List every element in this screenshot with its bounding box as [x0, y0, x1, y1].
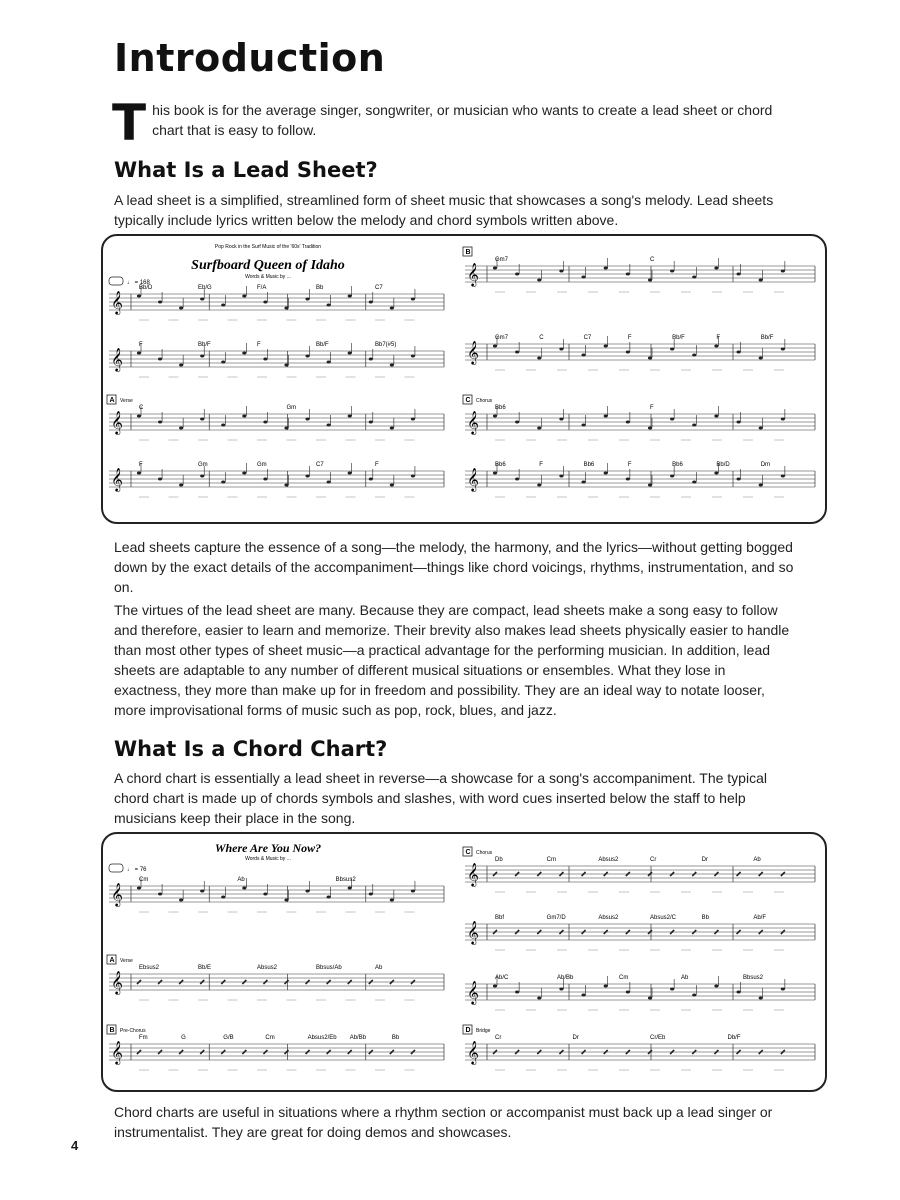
chord-symbol: Eb/G	[198, 285, 212, 291]
note-head	[515, 478, 519, 481]
note-head	[692, 994, 696, 997]
chord-symbol: Bbsus2	[335, 877, 356, 883]
chord-symbol: F	[257, 342, 261, 348]
note-head	[411, 418, 415, 421]
note-head	[559, 418, 563, 421]
note-head	[537, 484, 541, 487]
note-head	[158, 893, 162, 896]
note-head	[670, 988, 674, 991]
chord-symbol: Ebsus2	[139, 965, 160, 971]
chord-chart-credit: Words & Music by ...	[245, 856, 291, 862]
note-head	[626, 991, 630, 994]
chord-symbol: Cm	[265, 1035, 275, 1041]
note-head	[626, 351, 630, 354]
note-head	[781, 988, 785, 991]
note-head	[284, 484, 288, 487]
chart-staff-7	[463, 1025, 815, 1070]
lead-sheet-song-title: Surfboard Queen of Idaho	[191, 258, 345, 273]
intro-text: his book is for the average singer, songwriter, or musician who wants to create a lead sheet or chord chart that is easy to follow.	[152, 102, 773, 138]
lead-sheet-example	[101, 234, 827, 524]
chord-symbol: Ab/F	[753, 915, 767, 921]
note-head	[736, 478, 740, 481]
chord-symbol: F/A	[257, 285, 267, 291]
note-head	[158, 358, 162, 361]
chord-chart-paragraph-2: Chord charts are useful in situations where a rhythm section or accompanist must back up a lead singer or instrumentalist. They are great for doing demos and showcases.	[114, 1104, 773, 1140]
chord-symbol: Db	[495, 857, 503, 863]
chord-symbol: Bb6	[583, 462, 595, 468]
note-head	[781, 348, 785, 351]
note-head	[781, 475, 785, 478]
chord-symbol: Gm7	[495, 335, 509, 341]
chord-symbol: Bb6	[495, 462, 506, 468]
drop-cap: T	[112, 94, 147, 152]
note-head	[714, 472, 718, 475]
note-head	[200, 298, 204, 301]
chord-symbol: Bb/E	[198, 965, 212, 971]
note-head	[390, 364, 394, 367]
chord-symbol: F	[539, 462, 543, 468]
treble-clef-icon: 𝄞	[467, 410, 479, 434]
note-head	[537, 427, 541, 430]
note-head	[242, 295, 246, 298]
chord-symbol: Cm	[139, 877, 149, 883]
chord-chart-notation	[103, 834, 825, 1090]
chord-symbol: Absus2/C	[650, 915, 677, 921]
note-head	[411, 475, 415, 478]
note-head	[327, 304, 331, 307]
note-head	[537, 357, 541, 360]
note-head	[369, 893, 373, 896]
chord-symbol: Ab/Bb	[557, 975, 574, 981]
note-head	[137, 295, 141, 298]
treble-clef-icon: 𝄞	[111, 290, 123, 314]
note-head	[515, 273, 519, 276]
note-head	[200, 890, 204, 893]
chord-symbol: C	[539, 335, 544, 341]
chord-symbol: Cm	[619, 975, 629, 981]
lead-sheet-paragraph-1: A lead sheet is a simplified, streamlined form of sheet music that showcases a song's melody. Lead sheets typically include lyrics written below the melody and chord symbols written above.	[114, 192, 774, 228]
note-head	[736, 351, 740, 354]
chord-symbol: Bbsus2	[743, 975, 764, 981]
chart-staff-4	[463, 847, 815, 892]
note-head	[390, 484, 394, 487]
note-head	[648, 279, 652, 282]
treble-clef-icon: 𝄞	[111, 882, 123, 906]
note-head	[327, 361, 331, 364]
chord-symbol: Bbsus/Ab	[316, 965, 342, 971]
treble-clef-icon: 𝄞	[467, 862, 479, 886]
note-head	[200, 475, 204, 478]
note-head	[305, 298, 309, 301]
chord-symbol: Cr	[495, 1035, 502, 1041]
note-head	[537, 279, 541, 282]
chord-symbol: Dr	[572, 1035, 579, 1041]
note-head	[604, 345, 608, 348]
lead-staff-3	[107, 395, 444, 440]
note-head	[348, 472, 352, 475]
section-letter: C	[465, 849, 471, 856]
page-title: Introduction	[114, 36, 386, 80]
note-head	[390, 307, 394, 310]
chord-symbol: Bb7(#5)	[375, 342, 397, 348]
chord-symbol: Absus2	[257, 965, 278, 971]
note-head	[411, 890, 415, 893]
chord-symbol: F	[627, 462, 632, 468]
note-head	[200, 418, 204, 421]
lead-staff-5	[463, 247, 815, 292]
note-head	[158, 478, 162, 481]
chart-staff-1	[109, 877, 444, 912]
section-letter: B	[109, 1027, 115, 1034]
lead-staff-1	[109, 285, 444, 320]
chord-symbol: Absus2	[598, 857, 619, 863]
note-head	[305, 890, 309, 893]
note-head	[537, 997, 541, 1000]
section-label: Verse	[120, 398, 133, 404]
note-head	[263, 358, 267, 361]
note-head	[781, 270, 785, 273]
note-head	[626, 421, 630, 424]
note-head	[263, 478, 267, 481]
note-head	[759, 427, 763, 430]
note-head	[369, 421, 373, 424]
note-head	[648, 997, 652, 1000]
note-head	[158, 301, 162, 304]
note-head	[390, 427, 394, 430]
treble-clef-icon: 𝄞	[111, 1040, 123, 1064]
note-head	[158, 421, 162, 424]
section-label: Chorus	[476, 850, 493, 856]
note-head	[179, 307, 183, 310]
note-head	[581, 994, 585, 997]
note-head	[390, 899, 394, 902]
note-head	[493, 985, 497, 988]
note-head	[559, 475, 563, 478]
chord-symbol: Ab	[237, 877, 245, 883]
chord-symbol: Absus2/Eb	[307, 1035, 337, 1041]
note-head	[604, 985, 608, 988]
treble-clef-icon: 𝄞	[467, 467, 479, 491]
section-letter: B	[465, 249, 471, 256]
note-head	[179, 899, 183, 902]
chord-symbol: Bbf	[495, 915, 505, 921]
chord-symbol: Bb	[701, 915, 710, 921]
chord-chart-song-title: Where Are You Now?	[214, 841, 322, 855]
note-head	[137, 352, 141, 355]
chord-symbol: Gm	[286, 405, 297, 411]
chord-symbol: Gm7	[495, 257, 509, 263]
note-head	[493, 415, 497, 418]
chord-symbol: F	[716, 335, 721, 341]
lead-sheet-heading: What Is a Lead Sheet?	[114, 158, 378, 182]
section-label: Chorus	[476, 398, 493, 404]
section-label: Verse	[120, 958, 133, 964]
note-head	[284, 307, 288, 310]
note-head	[714, 345, 718, 348]
chord-symbol: Dr	[701, 857, 709, 863]
chord-symbol: Dm	[760, 462, 771, 468]
note-head	[692, 354, 696, 357]
treble-clef-icon: 𝄞	[467, 262, 479, 286]
chord-chart-heading: What Is a Chord Chart?	[114, 737, 388, 761]
chord-symbol: Bb/F	[316, 342, 329, 348]
note-head	[714, 267, 718, 270]
chord-symbol: Bb/F	[198, 342, 211, 348]
chord-symbol: Absus2	[598, 915, 619, 921]
note-head	[221, 424, 225, 427]
chord-symbol: C7	[316, 462, 324, 468]
note-head	[348, 352, 352, 355]
note-head	[327, 424, 331, 427]
note-head	[604, 415, 608, 418]
chart-staff-5	[465, 915, 815, 950]
chord-symbol: Bb/D	[716, 462, 730, 468]
treble-clef-icon: 𝄞	[111, 410, 123, 434]
chord-symbol: C	[139, 405, 144, 411]
lead-staff-8	[465, 462, 815, 497]
note-head	[242, 887, 246, 890]
note-head	[515, 991, 519, 994]
note-head	[626, 273, 630, 276]
note-head	[736, 273, 740, 276]
lead-staff-6	[465, 335, 815, 370]
lead-staff-2	[109, 342, 444, 377]
note-head	[515, 351, 519, 354]
chord-symbol: Ab	[681, 975, 689, 981]
treble-clef-icon: 𝄞	[467, 340, 479, 364]
note-head	[670, 418, 674, 421]
treble-clef-icon: 𝄞	[467, 1040, 479, 1064]
section-letter: A	[109, 957, 115, 964]
note-head	[714, 415, 718, 418]
note-head	[559, 270, 563, 273]
chord-symbol: F	[650, 405, 654, 411]
note-head	[559, 988, 563, 991]
chord-symbol: Ab	[375, 965, 383, 971]
note-head	[714, 985, 718, 988]
note-head	[692, 481, 696, 484]
chord-symbol: Gm7/D	[546, 915, 566, 921]
note-head	[493, 345, 497, 348]
chord-symbol: Ab/Bb	[349, 1035, 367, 1041]
lead-staff-7	[463, 395, 815, 440]
chord-symbol: Ab/C	[495, 975, 509, 981]
lead-sheet-credit: Pop Rock in the Surf Music of the '60s' Tradition	[214, 244, 322, 250]
note-head	[604, 472, 608, 475]
chord-symbol: Bb6	[672, 462, 683, 468]
note-head	[626, 478, 630, 481]
note-head	[670, 475, 674, 478]
note-head	[670, 348, 674, 351]
chord-symbol: Bb/F	[672, 335, 685, 341]
section-letter: A	[109, 397, 115, 404]
note-head	[692, 276, 696, 279]
chord-symbol: Cr	[650, 857, 657, 863]
note-head	[242, 352, 246, 355]
note-head	[137, 415, 141, 418]
section-letter: D	[465, 1027, 471, 1034]
note-head	[305, 475, 309, 478]
note-head	[305, 418, 309, 421]
chord-symbol: Bb/F	[760, 335, 774, 341]
note-head	[284, 899, 288, 902]
lead-staff-4	[109, 462, 444, 497]
chart-staff-3	[107, 1025, 444, 1070]
note-head	[581, 481, 585, 484]
note-head	[327, 481, 331, 484]
note-head	[759, 279, 763, 282]
note-head	[759, 997, 763, 1000]
section-label: Pre-Chorus	[120, 1028, 146, 1034]
lead-sheet-notation	[103, 236, 825, 522]
treble-clef-icon: 𝄞	[467, 920, 479, 944]
section-label: Bridge	[476, 1028, 491, 1034]
note-head	[221, 361, 225, 364]
note-head	[604, 267, 608, 270]
chart-staff-2	[107, 955, 444, 1000]
note-head	[200, 355, 204, 358]
chord-symbol: Bb6	[495, 405, 506, 411]
note-head	[348, 887, 352, 890]
note-head	[369, 301, 373, 304]
note-head	[411, 355, 415, 358]
note-head	[305, 355, 309, 358]
treble-clef-icon: 𝄞	[111, 347, 123, 371]
chord-symbol: G	[181, 1035, 186, 1041]
note-head	[263, 301, 267, 304]
note-head	[284, 364, 288, 367]
section-letter: C	[465, 397, 471, 404]
note-head	[348, 415, 352, 418]
note-head	[263, 893, 267, 896]
page-number: 4	[71, 1138, 79, 1153]
note-head	[369, 478, 373, 481]
lead-sheet-paragraph-2: Lead sheets capture the essence of a song—the melody, the harmony, and the lyrics—without getting bogged down by the exact details of the accompaniment—things like chord voicings, rhythms, instrumentation, and so on.	[114, 539, 794, 595]
note-head	[221, 481, 225, 484]
chord-symbol: Db/F	[727, 1035, 741, 1041]
chord-symbol: C7	[375, 285, 383, 291]
treble-clef-icon: 𝄞	[111, 970, 123, 994]
note-head	[284, 427, 288, 430]
chord-symbol: Bb	[391, 1035, 400, 1041]
note-head	[648, 357, 652, 360]
note-head	[493, 472, 497, 475]
note-head	[648, 484, 652, 487]
note-head	[179, 364, 183, 367]
lead-sheet-tempo: ♩ = 168	[127, 280, 150, 286]
chord-chart-tempo: ♩ = 76	[127, 867, 147, 873]
chord-symbol: F	[139, 342, 143, 348]
chord-symbol: C	[650, 257, 655, 263]
note-head	[137, 887, 141, 890]
chord-symbol: C7	[583, 335, 592, 341]
chord-symbol: F	[627, 335, 632, 341]
note-head	[179, 484, 183, 487]
note-head	[581, 424, 585, 427]
note-head	[759, 357, 763, 360]
chord-symbol: G/B	[223, 1035, 234, 1041]
chart-staff-6	[465, 975, 815, 1010]
note-head	[327, 896, 331, 899]
note-head	[781, 418, 785, 421]
chord-chart-example	[101, 832, 827, 1092]
chord-symbol: Gm	[198, 462, 208, 468]
note-head	[221, 896, 225, 899]
note-head	[411, 298, 415, 301]
intro-paragraph	[112, 94, 794, 152]
note-head	[736, 421, 740, 424]
chord-symbol: Gm	[257, 462, 267, 468]
note-head	[221, 304, 225, 307]
note-head	[369, 358, 373, 361]
note-head	[515, 421, 519, 424]
chord-chart-paragraph-1: A chord chart is essentially a lead sheet in reverse—a showcase for a song's accompaniment. The typical chord chart is made up of chords symbols and slashes, with word cues inserted below the staff to help musicians keep their place in the song.	[114, 770, 767, 826]
note-head	[348, 295, 352, 298]
chord-symbol: Cr/Eb	[650, 1035, 666, 1041]
note-head	[670, 270, 674, 273]
note-head	[581, 276, 585, 279]
chord-symbol: F	[139, 462, 143, 468]
note-head	[242, 415, 246, 418]
note-head	[648, 427, 652, 430]
lead-sheet-paragraph-3: The virtues of the lead sheet are many. Because they are compact, lead sheets make a song easy to follow and therefore, easier to learn and memorize. Their brevity also makes lead sheets physically easier to handle than most other types of sheet music—a practical advantage for the performing musician. In addition, lead sheets are adaptable to any number of different musical situations or ensembles. What they lose in exactness, they more than make up for in freedom and possibility. They are an ideal way to notate looser, more improvisational forms of music such as pop, rock, blues, and jazz.	[114, 602, 790, 718]
lead-sheet-composer: Words & Music by ...	[245, 274, 291, 280]
note-head	[692, 424, 696, 427]
note-head	[581, 354, 585, 357]
chord-symbol: Cm	[546, 857, 557, 863]
treble-clef-icon: 𝄞	[467, 980, 479, 1004]
chord-symbol: F	[375, 462, 379, 468]
treble-clef-icon: 𝄞	[111, 467, 123, 491]
note-head	[736, 991, 740, 994]
chord-symbol: Ab	[753, 857, 761, 863]
chord-symbol: Bb/D	[139, 285, 153, 291]
note-head	[137, 472, 141, 475]
note-head	[242, 472, 246, 475]
note-head	[759, 484, 763, 487]
note-head	[263, 421, 267, 424]
note-head	[559, 348, 563, 351]
chord-symbol: Bb	[316, 285, 324, 291]
chord-symbol: Fm	[139, 1035, 148, 1041]
note-head	[493, 267, 497, 270]
note-head	[179, 427, 183, 430]
